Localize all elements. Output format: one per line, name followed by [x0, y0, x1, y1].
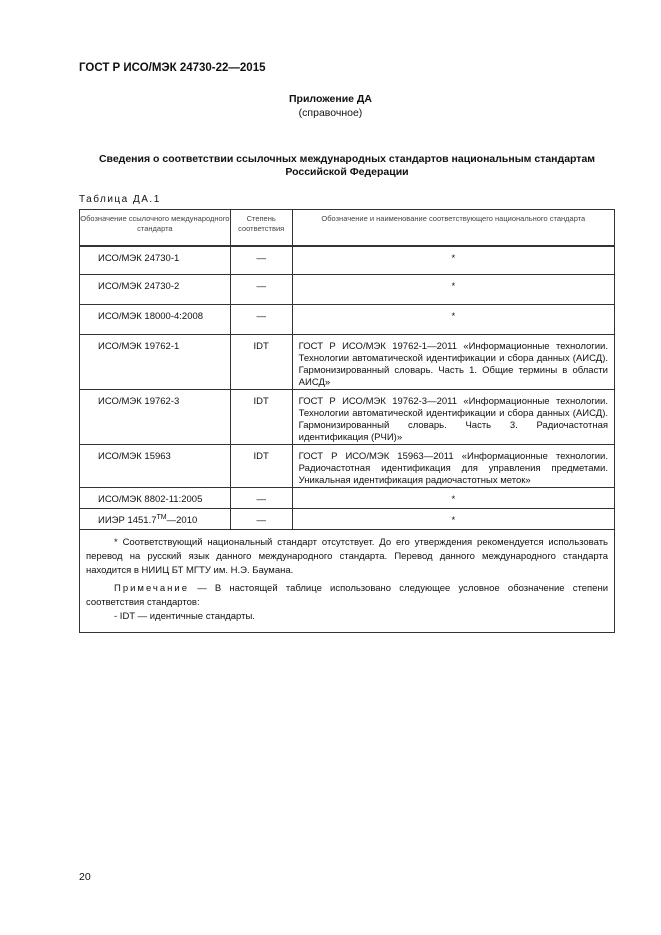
table-row: [80, 274, 615, 304]
table-caption: Таблица ДА.1: [79, 194, 161, 205]
table-row: [80, 246, 615, 274]
cell-national: *: [292, 508, 614, 529]
table-row: [80, 444, 615, 487]
header-degree: Степень соответствия: [230, 210, 292, 247]
header-ref-standard: Обозначение ссылочного международного стандарта: [80, 210, 231, 247]
note-item: - IDT — идентичные стандарты.: [114, 610, 255, 622]
document-code: ГОСТ Р ИСО/МЭК 24730-22—2015: [79, 62, 266, 74]
annex-heading: [0, 92, 661, 120]
cell-national: ГОСТ Р ИСО/МЭК 19762-1—2011 «Информационные технологии. Технологии автоматической идентификации и сбора данных (АИСД). Гармонизированный словарь. Часть 1. Общие термины в области АИСД»: [292, 334, 614, 389]
cell-national: *: [292, 246, 614, 274]
table-row: [80, 487, 615, 508]
table-header-row: [80, 210, 615, 247]
cell-ref: ИСО/МЭК 19762-1: [80, 334, 231, 389]
cell-degree: IDT: [230, 389, 292, 444]
footnote: * Соответствующий национальный стандарт отсутствует. До его утверждения рекомендуется использовать перевод на русский язык данного международного стандарта. Перевод данного международного стандарта находится в НИИЦ БТ МГТУ им. Н.Э. Баумана.: [86, 536, 608, 576]
cell-national: *: [292, 274, 614, 304]
cell-ref: ИСО/МЭК 24730-2: [80, 274, 231, 304]
cell-degree: —: [230, 246, 292, 274]
cell-ref: ИСО/МЭК 18000-4:2008: [80, 304, 231, 334]
table-row: [80, 334, 615, 389]
page-number: 20: [79, 871, 91, 883]
cell-degree: —: [230, 487, 292, 508]
annex-title: Приложение ДА: [289, 93, 372, 105]
ref-tail: —2010: [166, 514, 198, 526]
cell-ref: ИСО/МЭК 8802-11:2005: [80, 487, 231, 508]
table-row: [80, 508, 615, 529]
section-title: Сведения о соответствии ссылочных международных стандартов национальным стандартам Российской Федерации: [98, 153, 596, 178]
cell-degree: IDT: [230, 444, 292, 487]
table-row: [80, 304, 615, 334]
cell-degree: —: [230, 274, 292, 304]
table-notes: [80, 529, 615, 632]
cell-national: ГОСТ Р ИСО/МЭК 15963—2011 «Информационные технологии. Радиочастотная идентификация для управления предметами. Уникальная идентификация радиочастотных меток»: [292, 444, 614, 487]
cell-degree: —: [230, 508, 292, 529]
cell-national: *: [292, 487, 614, 508]
trademark-sup: TM: [156, 513, 167, 521]
cell-national: ГОСТ Р ИСО/МЭК 19762-3—2011 «Информационные технологии. Технологии автоматической идентификации и сбора данных (АИСД). Гармонизированный словарь. Часть 3. Радиочастотная идентификация (РЧИ)»: [292, 389, 614, 444]
note: [86, 582, 608, 610]
correspondence-table: [79, 209, 615, 633]
note-text: — В настоящей таблице использовано следующее условное обозначение степени соответствия стандартов:: [86, 582, 608, 608]
annex-subtitle: (справочное): [298, 107, 363, 119]
note-label: Примечание: [114, 582, 189, 594]
cell-ref: [80, 508, 231, 529]
header-national-standard: Обозначение и наименование соответствующего национального стандарта: [292, 210, 614, 247]
cell-degree: —: [230, 304, 292, 334]
cell-ref: ИСО/МЭК 24730-1: [80, 246, 231, 274]
ref-main: ИИЭР 1451.7: [98, 514, 157, 526]
table-notes-row: [80, 529, 615, 632]
cell-degree: IDT: [230, 334, 292, 389]
cell-ref: ИСО/МЭК 15963: [80, 444, 231, 487]
cell-national: *: [292, 304, 614, 334]
table-row: [80, 389, 615, 444]
cell-ref: ИСО/МЭК 19762-3: [80, 389, 231, 444]
